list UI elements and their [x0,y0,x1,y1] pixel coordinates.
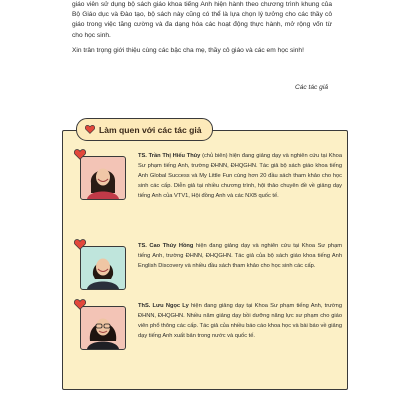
signature: Các tác giả [295,84,328,91]
author-name: TS. Trần Thị Hiếu Thủy [138,153,201,159]
heart-icon [74,299,86,310]
panel-header [76,118,213,141]
panel-title: Làm quen với các tác giả [99,124,202,135]
author-photo [80,306,126,350]
heart-icon [85,125,95,134]
author-description: hiện đang giảng dạy tại Khoa Sư phạm tiếng Anh, trường ĐHNN, ĐHQGHN. Nhiều năm giảng dạy bồi dưỡng năng lực sư phạm cho giáo viên phổ thông các cấp. Tác giả của nhiều báo cáo khoa học và bài báo về giảng dạy tiếng Anh xuất bản trong nước và quốc tế. [138,303,342,339]
intro-greeting: Xin trân trọng giới thiệu cùng các bậc cha mẹ, thầy cô giáo và các em học sinh! [72,46,304,54]
heart-icon [74,239,86,250]
author-bio [138,302,342,342]
author-bio [138,242,342,272]
author-description: (chủ biên) hiện đang giảng dạy và nghiên cứu tại Khoa Sư phạm tiếng Anh, trường ĐHNN, ĐHQGHN. Tác giả bộ sách giáo khoa tiếng Anh Global Success và My Little Fun cùng hơn 20 đầu sách tham khảo cho học sinh các cấp. Diễn giả tại nhiều chương trình, hội thảo chuyên đề về giảng dạy tiếng Anh của VTV1, Hội đồng Anh và các NXB quốc tế. [138,153,342,199]
author-bio [138,152,342,202]
author-photo [80,156,126,200]
intro-paragraph: giáo viên sử dụng bộ sách giáo khoa tiếng Anh hiện hành theo chương trình khung của Bộ Giáo dục và Đào tạo, bộ sách này cũng có thể là lựa chọn lý tưởng cho các thầy cô giáo trong việc tăng cường và đa dạng hóa các hoạt động thực hành, mở rộng vốn từ cho học sinh. [72,1,332,39]
author-description: hiện đang giảng dạy và nghiên cứu tại Khoa Sư phạm tiếng Anh, trường ĐHNN, ĐHQGHN. Tác giả của bộ sách giáo khoa tiếng Anh English Discovery và nhiều đầu sách tham khảo cho học sinh các cấp. [138,243,342,269]
author-name: ThS. Lưu Ngọc Ly [138,303,189,309]
heart-icon [74,149,86,160]
intro-text [72,0,332,56]
author-name: TS. Cao Thúy Hồng [138,243,194,249]
author-photo [80,246,126,290]
